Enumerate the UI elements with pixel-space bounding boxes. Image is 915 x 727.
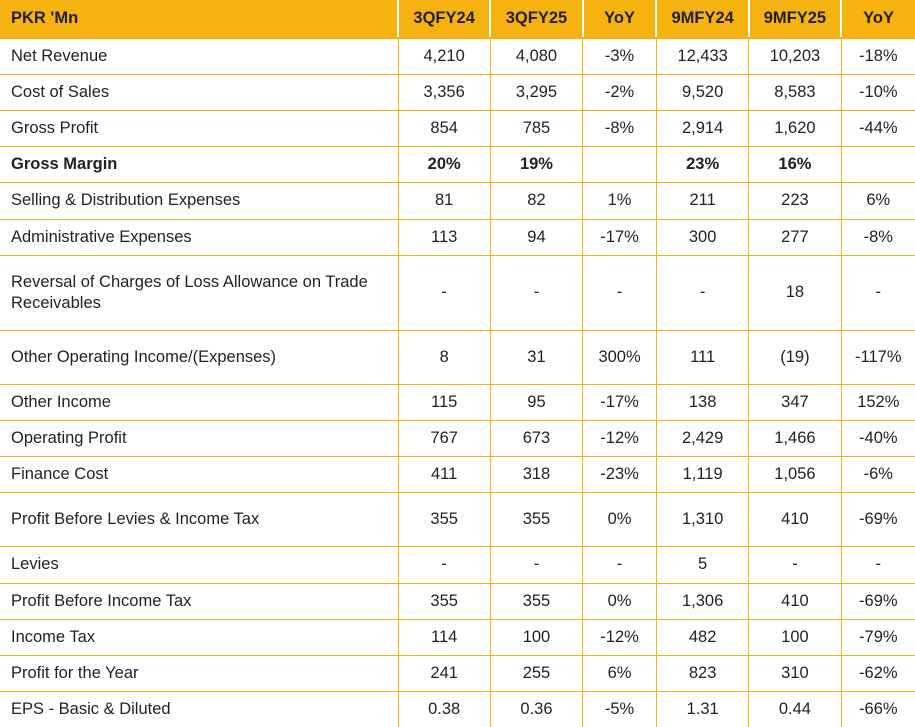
row-label: Administrative Expenses xyxy=(0,219,398,255)
table-row xyxy=(0,384,915,420)
row-value: -117% xyxy=(841,330,915,384)
row-value: -17% xyxy=(583,384,657,420)
row-value: - xyxy=(656,255,748,330)
row-value: 0% xyxy=(583,493,657,547)
column-header-4: 9MFY24 xyxy=(656,0,748,38)
row-value: 113 xyxy=(398,219,490,255)
row-value: 4,210 xyxy=(398,38,490,75)
row-value: 111 xyxy=(656,330,748,384)
row-value: -17% xyxy=(583,219,657,255)
table-row xyxy=(0,183,915,219)
row-label: Reversal of Charges of Loss Allowance on Trade Receivables xyxy=(0,255,398,330)
row-value: - xyxy=(398,255,490,330)
row-value: 8,583 xyxy=(749,75,841,111)
row-value: 81 xyxy=(398,183,490,219)
table-row xyxy=(0,421,915,457)
row-label: Finance Cost xyxy=(0,457,398,493)
row-value: 854 xyxy=(398,111,490,147)
table-row xyxy=(0,583,915,619)
table-body xyxy=(0,38,915,727)
row-value: -10% xyxy=(841,75,915,111)
row-value: 19% xyxy=(490,147,582,183)
column-header-3: YoY xyxy=(583,0,657,38)
row-value: 0.38 xyxy=(398,691,490,727)
row-value: 3,356 xyxy=(398,75,490,111)
row-value: 9,520 xyxy=(656,75,748,111)
table-row xyxy=(0,619,915,655)
row-value: 20% xyxy=(398,147,490,183)
row-value: 94 xyxy=(490,219,582,255)
row-value: 211 xyxy=(656,183,748,219)
row-value: 355 xyxy=(398,583,490,619)
row-value: 310 xyxy=(749,655,841,691)
row-value: -6% xyxy=(841,457,915,493)
column-header-6: YoY xyxy=(841,0,915,38)
row-value: 82 xyxy=(490,183,582,219)
row-value: - xyxy=(749,547,841,583)
row-value: 18 xyxy=(749,255,841,330)
row-value: 1,056 xyxy=(749,457,841,493)
row-value: 10,203 xyxy=(749,38,841,75)
table-row xyxy=(0,111,915,147)
table-row xyxy=(0,219,915,255)
row-value: 300 xyxy=(656,219,748,255)
row-value: -18% xyxy=(841,38,915,75)
table-row xyxy=(0,493,915,547)
row-value: 411 xyxy=(398,457,490,493)
row-value: 785 xyxy=(490,111,582,147)
row-value: -12% xyxy=(583,421,657,457)
row-value: -12% xyxy=(583,619,657,655)
row-value: 223 xyxy=(749,183,841,219)
row-value: 410 xyxy=(749,493,841,547)
row-value: 1,620 xyxy=(749,111,841,147)
row-value: -79% xyxy=(841,619,915,655)
row-value: 673 xyxy=(490,421,582,457)
row-value: 12,433 xyxy=(656,38,748,75)
column-header-label: PKR 'Mn xyxy=(0,0,398,38)
row-label: Profit for the Year xyxy=(0,655,398,691)
row-value: -3% xyxy=(583,38,657,75)
table-row xyxy=(0,75,915,111)
column-header-1: 3QFY24 xyxy=(398,0,490,38)
table-row xyxy=(0,147,915,183)
row-value: 31 xyxy=(490,330,582,384)
row-value: 1,310 xyxy=(656,493,748,547)
row-value: - xyxy=(841,547,915,583)
row-label: EPS - Basic & Diluted xyxy=(0,691,398,727)
row-value: -8% xyxy=(583,111,657,147)
row-value: -23% xyxy=(583,457,657,493)
row-label: Gross Margin xyxy=(0,147,398,183)
row-value: - xyxy=(583,255,657,330)
row-value: 100 xyxy=(749,619,841,655)
row-label: Other Operating Income/(Expenses) xyxy=(0,330,398,384)
row-value: (19) xyxy=(749,330,841,384)
row-value: 0.44 xyxy=(749,691,841,727)
row-value: 347 xyxy=(749,384,841,420)
table-row xyxy=(0,655,915,691)
table-row xyxy=(0,255,915,330)
row-value: -69% xyxy=(841,493,915,547)
row-value: 115 xyxy=(398,384,490,420)
row-value: 6% xyxy=(583,655,657,691)
column-header-2: 3QFY25 xyxy=(490,0,582,38)
row-value: 482 xyxy=(656,619,748,655)
table-header xyxy=(0,0,915,38)
row-value: 300% xyxy=(583,330,657,384)
row-value: 1% xyxy=(583,183,657,219)
row-value: 410 xyxy=(749,583,841,619)
row-label: Income Tax xyxy=(0,619,398,655)
row-value: 152% xyxy=(841,384,915,420)
row-value: 2,429 xyxy=(656,421,748,457)
row-value: 1,466 xyxy=(749,421,841,457)
table-row xyxy=(0,330,915,384)
row-value: -69% xyxy=(841,583,915,619)
row-value: 100 xyxy=(490,619,582,655)
row-value: 1,306 xyxy=(656,583,748,619)
row-value: 1.31 xyxy=(656,691,748,727)
row-value: 277 xyxy=(749,219,841,255)
row-value: 318 xyxy=(490,457,582,493)
column-header-5: 9MFY25 xyxy=(749,0,841,38)
row-value: 255 xyxy=(490,655,582,691)
row-value: 241 xyxy=(398,655,490,691)
row-value: 0% xyxy=(583,583,657,619)
header-row xyxy=(0,0,915,38)
row-value: - xyxy=(841,255,915,330)
row-value: - xyxy=(490,547,582,583)
row-value: 6% xyxy=(841,183,915,219)
row-value: -44% xyxy=(841,111,915,147)
row-label: Cost of Sales xyxy=(0,75,398,111)
row-value: 355 xyxy=(490,493,582,547)
row-value: 823 xyxy=(656,655,748,691)
row-value: -2% xyxy=(583,75,657,111)
row-value: - xyxy=(490,255,582,330)
table-row xyxy=(0,547,915,583)
row-label: Other Income xyxy=(0,384,398,420)
row-value: 1,119 xyxy=(656,457,748,493)
row-value xyxy=(841,147,915,183)
table-row xyxy=(0,38,915,75)
row-label: Operating Profit xyxy=(0,421,398,457)
row-value: 5 xyxy=(656,547,748,583)
row-value: -62% xyxy=(841,655,915,691)
row-label: Selling & Distribution Expenses xyxy=(0,183,398,219)
row-value: 355 xyxy=(490,583,582,619)
row-value: 4,080 xyxy=(490,38,582,75)
row-value: 16% xyxy=(749,147,841,183)
row-value: -66% xyxy=(841,691,915,727)
row-label: Net Revenue xyxy=(0,38,398,75)
row-value: 355 xyxy=(398,493,490,547)
row-value: - xyxy=(398,547,490,583)
row-label: Profit Before Income Tax xyxy=(0,583,398,619)
row-value: -40% xyxy=(841,421,915,457)
table-row xyxy=(0,457,915,493)
row-value: -8% xyxy=(841,219,915,255)
row-value: 767 xyxy=(398,421,490,457)
row-value: -5% xyxy=(583,691,657,727)
row-value: 0.36 xyxy=(490,691,582,727)
row-value: 3,295 xyxy=(490,75,582,111)
row-value xyxy=(583,147,657,183)
row-value: 95 xyxy=(490,384,582,420)
row-value: 138 xyxy=(656,384,748,420)
table-row xyxy=(0,691,915,727)
row-value: - xyxy=(583,547,657,583)
row-value: 8 xyxy=(398,330,490,384)
row-value: 2,914 xyxy=(656,111,748,147)
row-value: 23% xyxy=(656,147,748,183)
row-label: Profit Before Levies & Income Tax xyxy=(0,493,398,547)
row-label: Gross Profit xyxy=(0,111,398,147)
row-value: 114 xyxy=(398,619,490,655)
row-label: Levies xyxy=(0,547,398,583)
